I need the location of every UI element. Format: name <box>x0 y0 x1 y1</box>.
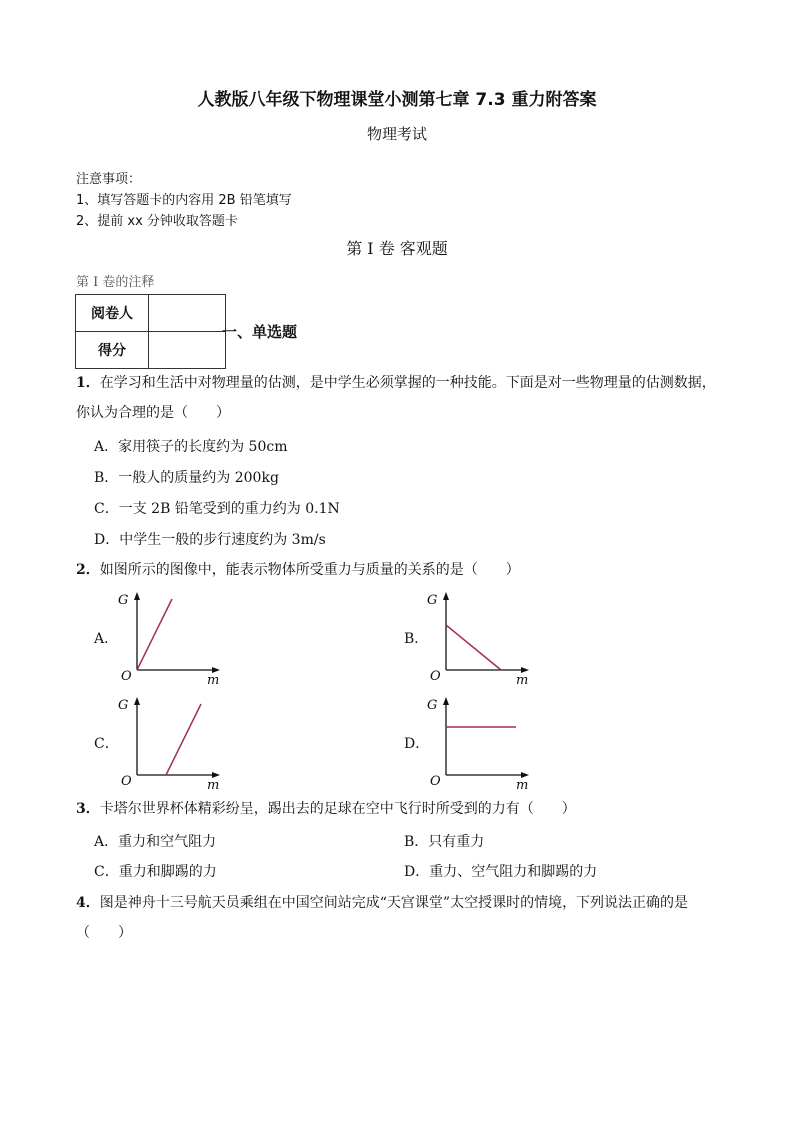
q3-option-d[interactable]: D．重力、空气阻力和脚踢的力 <box>404 864 598 880</box>
question-text: 卡塔尔世界杯体精彩纷呈，踢出去的足球在空中飞行时所受到的力有（ ） <box>99 801 576 817</box>
y-axis-arrow <box>443 697 449 705</box>
axis-label-m: m <box>207 673 220 688</box>
question-text: 图是神舟十三号航天员乘组在中国空间站完成“天宫课堂”太空授课时的情境，下列说法正确的是（ ） <box>76 895 689 941</box>
q3-option-b[interactable]: B．只有重力 <box>404 834 485 850</box>
note-item-2: 2、提前 xx 分钟收取答题卡 <box>76 214 238 229</box>
axis-label-m: m <box>516 778 529 793</box>
y-axis-arrow <box>134 592 140 600</box>
score-table <box>75 294 226 369</box>
reviewer-cell <box>149 295 226 332</box>
axis-label-o: O <box>430 774 441 789</box>
axis-label-o: O <box>121 669 132 684</box>
score-cell <box>149 332 226 369</box>
question-text: 在学习和生活中对物理量的估测，是中学生必须掌握的一种技能。下面是对一些物理量的估测数据，你认为合理的是（ ） <box>76 375 716 421</box>
section-title: 第 I 卷 客观题 <box>346 239 448 258</box>
q2-option-c-label[interactable]: C． <box>94 736 119 752</box>
section-comment: 第 I 卷的注释 <box>76 275 155 290</box>
axis-label-o: O <box>430 669 441 684</box>
axis-label-m: m <box>516 673 529 688</box>
question-4 <box>76 888 716 948</box>
q2-graph-b[interactable] <box>424 592 534 688</box>
axis-label-g: G <box>118 593 129 608</box>
score-label: 得分 <box>76 332 149 369</box>
q1-option-c[interactable]: C．一支 2B 铅笔受到的重力约为 0.1N <box>94 501 340 517</box>
reviewer-label: 阅卷人 <box>76 295 149 332</box>
question-1 <box>76 368 726 428</box>
axis-label-g: G <box>427 698 438 713</box>
q2-graph-d[interactable] <box>424 697 534 793</box>
q1-option-b[interactable]: B．一般人的质量约为 200kg <box>94 470 279 486</box>
graph-line <box>137 599 172 670</box>
note-item-1: 1、填写答题卡的内容用 2B 铅笔填写 <box>76 193 292 208</box>
q2-option-d-label[interactable]: D． <box>404 736 430 752</box>
q2-option-b-label[interactable]: B． <box>404 631 429 647</box>
q2-graph-a[interactable] <box>115 592 225 688</box>
notes-heading: 注意事项： <box>76 172 142 187</box>
graph-line <box>166 704 201 775</box>
y-axis-arrow <box>443 592 449 600</box>
q1-option-d[interactable]: D．中学生一般的步行速度约为 3m/s <box>94 532 326 548</box>
question-3 <box>76 794 726 824</box>
page-title: 人教版八年级下物理课堂小测第七章 7.3 重力附答案 <box>197 90 597 110</box>
q2-option-a-label[interactable]: A． <box>94 631 119 647</box>
y-axis-arrow <box>134 697 140 705</box>
question-number: 3． <box>76 801 100 817</box>
q1-option-a[interactable]: A．家用筷子的长度约为 50cm <box>94 439 288 455</box>
q3-option-c[interactable]: C．重力和脚踢的力 <box>94 864 217 880</box>
question-2 <box>76 555 726 585</box>
question-number: 2． <box>76 562 100 578</box>
part-title: 一、单选题 <box>222 323 298 341</box>
graph-line <box>446 625 501 670</box>
q2-graph-c[interactable] <box>115 697 225 793</box>
axis-label-g: G <box>118 698 129 713</box>
axis-label-g: G <box>427 593 438 608</box>
page-subtitle: 物理考试 <box>366 125 427 143</box>
question-text: 如图所示的图像中，能表示物体所受重力与质量的关系的是（ ） <box>99 562 520 578</box>
question-number: 4． <box>76 895 100 911</box>
question-number: 1． <box>76 375 100 391</box>
axis-label-m: m <box>207 778 220 793</box>
q3-option-a[interactable]: A．重力和空气阻力 <box>94 834 217 850</box>
axis-label-o: O <box>121 774 132 789</box>
